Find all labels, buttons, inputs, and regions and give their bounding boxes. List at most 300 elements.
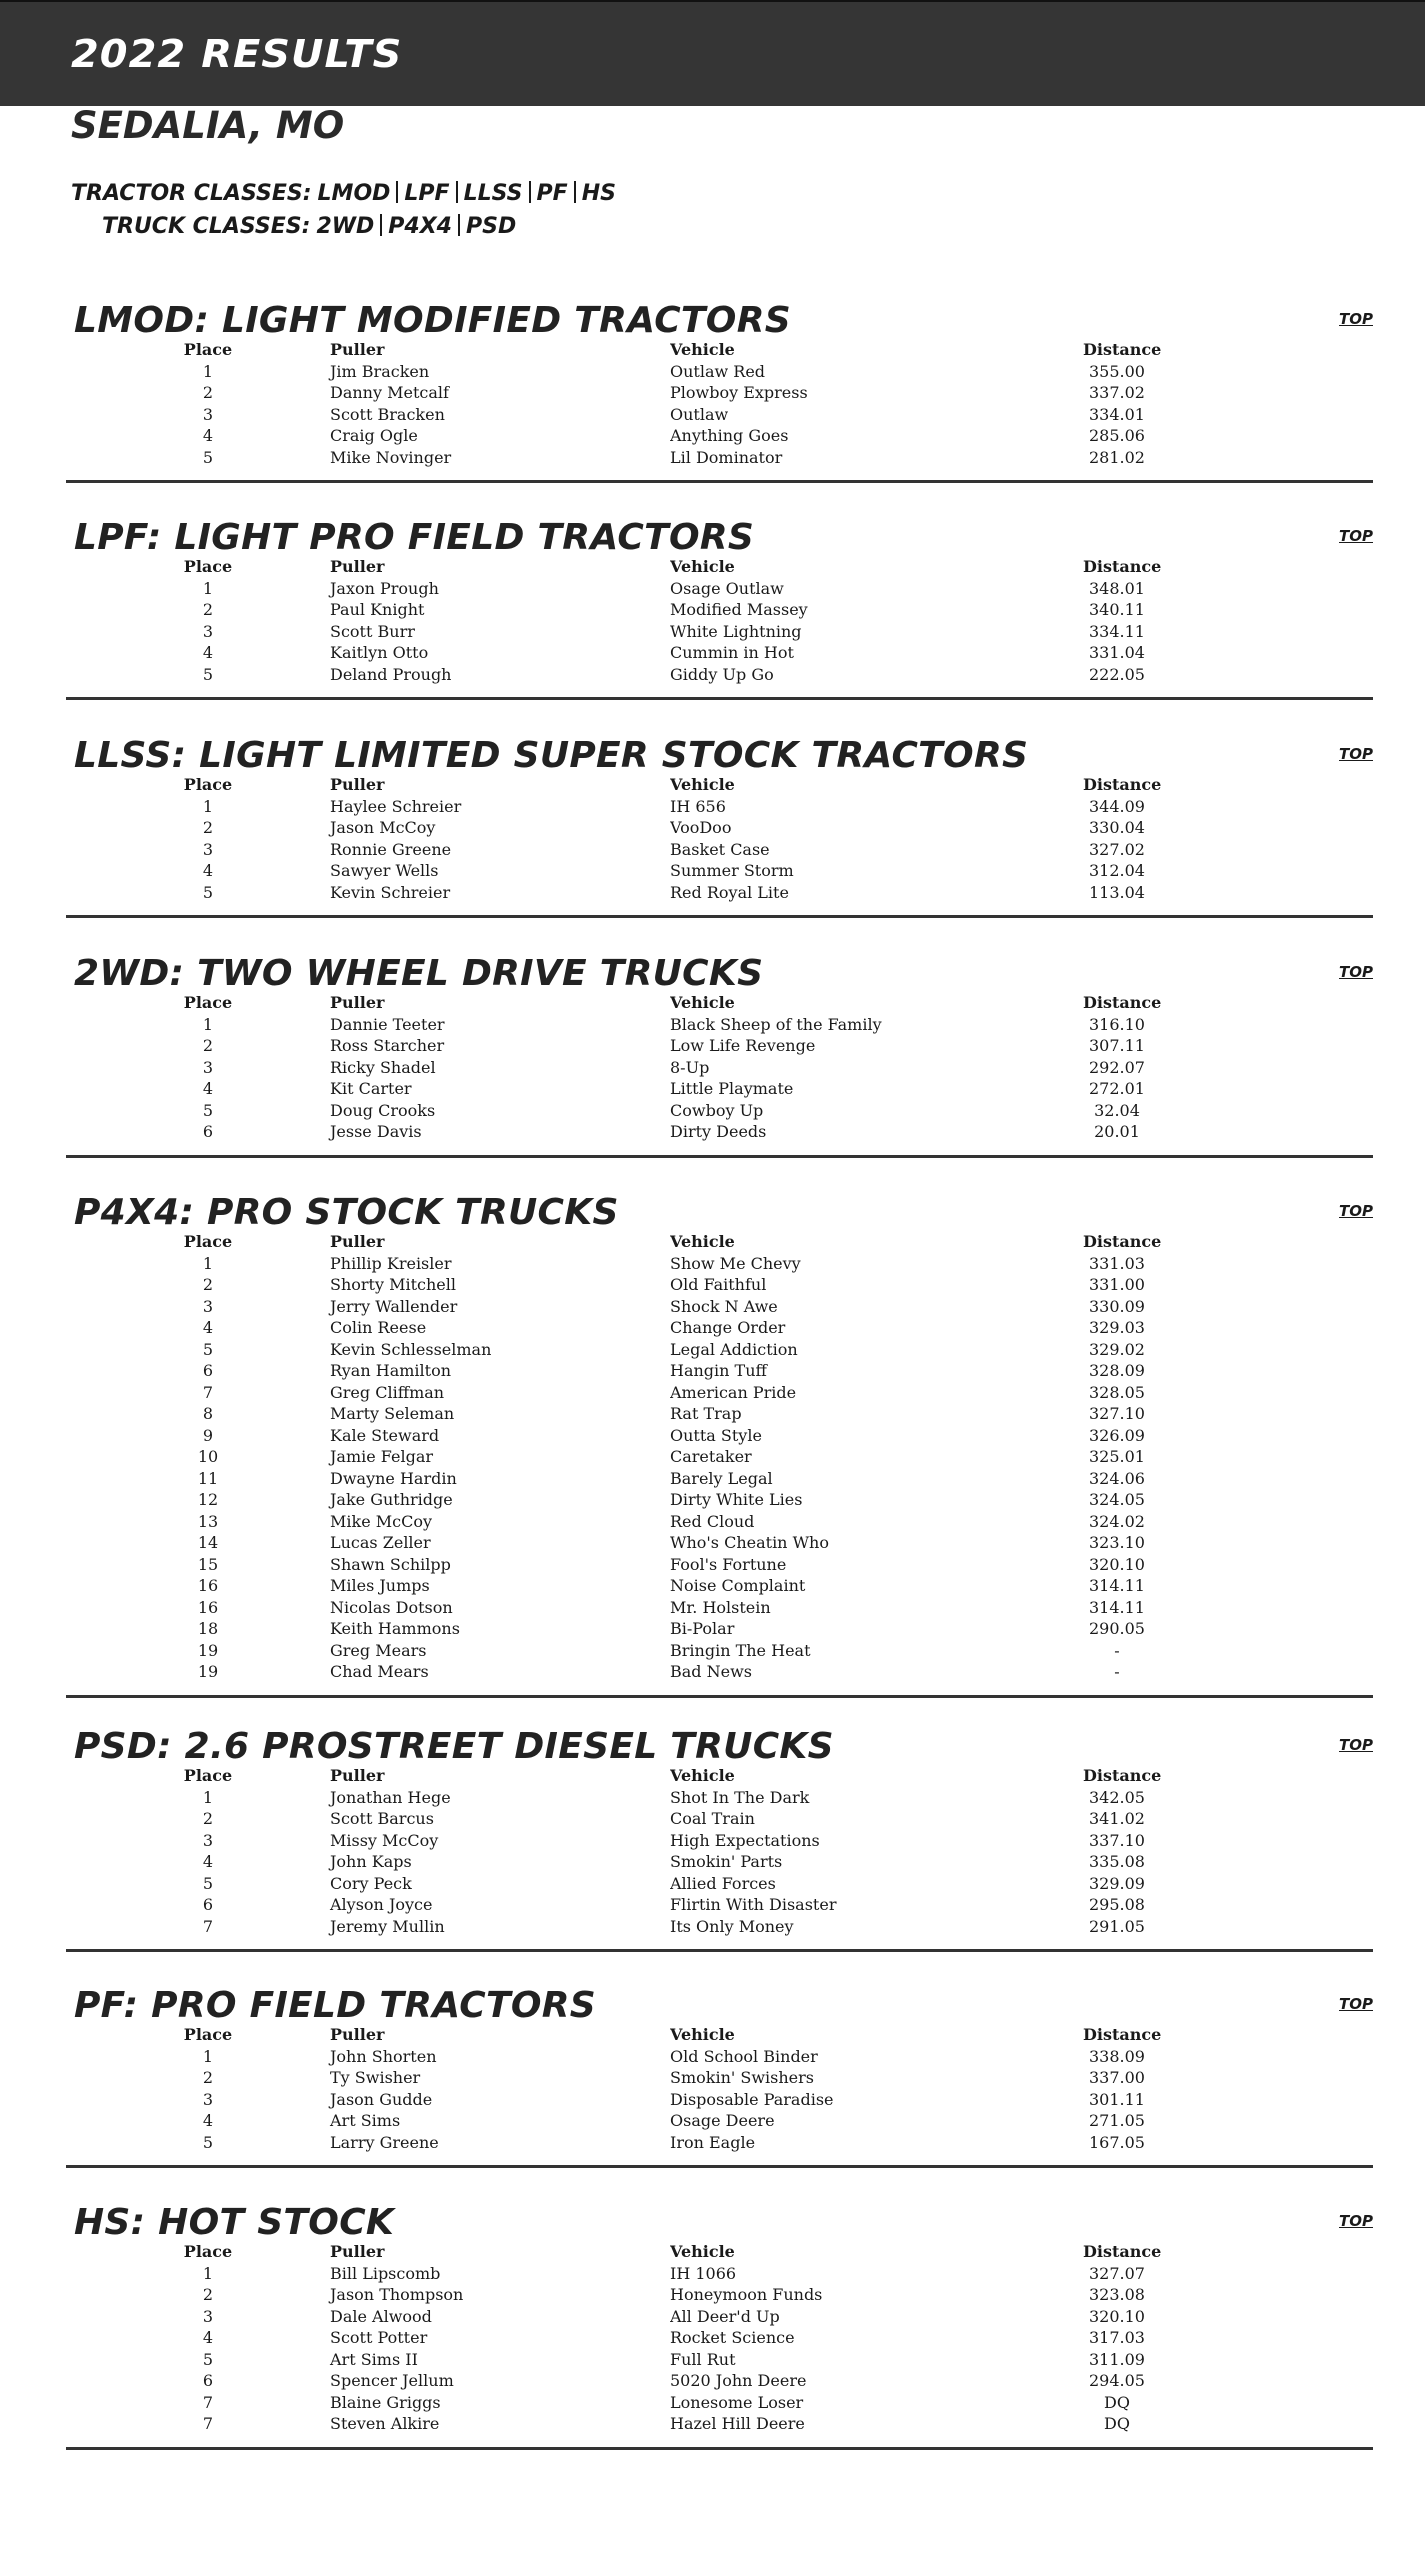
distance-value: 301.11 xyxy=(1089,2089,1145,2109)
place-cell: 12 xyxy=(197,1490,219,1509)
column-header-distance xyxy=(1083,992,1373,1014)
puller-cell: Alyson Joyce xyxy=(330,1895,433,1914)
vehicle-cell: American Pride xyxy=(670,1382,797,1402)
place-cell: 2 xyxy=(202,2068,214,2087)
truck-classes-label: TRUCK CLASSES: xyxy=(102,214,311,239)
table-row xyxy=(66,1446,1373,1468)
vehicle-cell: Plowboy Express xyxy=(670,383,808,402)
puller-cell: Craig Ogle xyxy=(330,426,418,445)
section-title: LPF: LIGHT PRO FIELD TRACTORS xyxy=(74,517,755,558)
vehicle-cell: Bi-Polar xyxy=(670,1619,735,1638)
place-cell: 4 xyxy=(202,643,214,662)
puller-cell: Dannie Teeter xyxy=(330,1014,445,1034)
distance-cell xyxy=(1083,642,1373,664)
place-cell: 7 xyxy=(202,1916,214,1936)
place-cell: 10 xyxy=(197,1447,219,1466)
distance-cell xyxy=(1083,796,1373,818)
vehicle-cell: Caretaker xyxy=(670,1447,752,1466)
place-cell: 7 xyxy=(202,2414,214,2433)
puller-cell: Dwayne Hardin xyxy=(330,1468,457,1488)
distance-value: 323.10 xyxy=(1089,1533,1145,1552)
place-cell: 4 xyxy=(202,2111,214,2130)
place-cell: 8 xyxy=(202,1404,214,1423)
distance-cell xyxy=(1083,1382,1373,1404)
table-row xyxy=(66,1100,1373,1122)
vehicle-cell: Anything Goes xyxy=(670,426,789,445)
vehicle-cell: Who's Cheatin Who xyxy=(670,1533,829,1552)
distance-value: 344.09 xyxy=(1089,796,1145,816)
table-row xyxy=(66,1403,1373,1425)
place-cell: 3 xyxy=(202,2306,214,2326)
distance-value: 307.11 xyxy=(1089,1036,1145,1055)
table-header-row xyxy=(66,1765,1373,1787)
vehicle-cell: Dirty White Lies xyxy=(670,1490,803,1509)
section-title: 2WD: TWO WHEEL DRIVE TRUCKS xyxy=(74,953,764,994)
vehicle-cell: White Lightning xyxy=(670,621,802,641)
column-header-vehicle: Vehicle xyxy=(670,2025,735,2044)
puller-cell: Mike McCoy xyxy=(330,1511,433,1531)
section-divider xyxy=(66,697,1373,700)
table-row xyxy=(66,2306,1373,2328)
puller-cell: Shorty Mitchell xyxy=(330,1275,456,1294)
column-header-label: Distance xyxy=(1083,775,1162,794)
place-cell: 5 xyxy=(202,2349,214,2369)
vehicle-cell: Lonesome Loser xyxy=(670,2392,804,2412)
puller-cell: Ross Starcher xyxy=(330,1036,445,1055)
distance-value: 328.05 xyxy=(1089,1382,1145,1402)
place-cell: 4 xyxy=(202,1079,214,1098)
place-cell: 3 xyxy=(202,2089,214,2109)
vehicle-cell: Summer Storm xyxy=(670,861,794,880)
distance-value: 326.09 xyxy=(1089,1425,1145,1445)
vehicle-cell: Allied Forces xyxy=(670,1873,776,1893)
table-row xyxy=(66,1597,1373,1619)
page-title: 2022 RESULTS xyxy=(71,32,403,76)
section-divider xyxy=(66,1949,1373,1952)
distance-cell xyxy=(1083,1787,1373,1809)
distance-value: - xyxy=(1114,1640,1120,1660)
column-header-label: Distance xyxy=(1083,993,1162,1012)
distance-value: 341.02 xyxy=(1089,1809,1145,1828)
vehicle-cell: Disposable Paradise xyxy=(670,2089,834,2109)
column-header-place: Place xyxy=(183,1232,233,1251)
vehicle-cell: Basket Case xyxy=(670,839,770,859)
section-divider xyxy=(66,2447,1373,2450)
column-header-place: Place xyxy=(183,557,233,576)
distance-cell xyxy=(1083,2046,1373,2068)
column-header-puller: Puller xyxy=(330,340,385,359)
distance-value: 320.10 xyxy=(1089,2306,1145,2326)
vehicle-cell: Osage Outlaw xyxy=(670,578,784,598)
puller-cell: Keith Hammons xyxy=(330,1619,460,1638)
distance-value: 314.11 xyxy=(1089,1597,1145,1617)
table-row xyxy=(66,1274,1373,1296)
table-header-row xyxy=(66,339,1373,361)
place-cell: 6 xyxy=(202,2371,214,2390)
distance-value: 328.09 xyxy=(1089,1361,1145,1380)
vehicle-cell: IH 656 xyxy=(670,796,726,816)
place-cell: 19 xyxy=(197,1662,219,1681)
class-link-p4x4[interactable]: P4X4 xyxy=(388,214,452,239)
table-row xyxy=(66,1575,1373,1597)
column-header-label: Distance xyxy=(1083,340,1162,359)
results-table xyxy=(66,2241,1373,2435)
place-cell: 3 xyxy=(202,1057,214,1077)
puller-cell: Cory Peck xyxy=(330,1873,412,1893)
distance-cell xyxy=(1083,1253,1373,1275)
place-cell: 4 xyxy=(202,861,214,880)
column-header-puller: Puller xyxy=(330,557,385,576)
results-table xyxy=(66,2024,1373,2153)
table-row xyxy=(66,1296,1373,1318)
distance-value: 331.04 xyxy=(1089,643,1145,662)
place-cell: 5 xyxy=(202,1100,214,1120)
distance-cell xyxy=(1083,404,1373,426)
puller-cell: Jeremy Mullin xyxy=(330,1916,445,1936)
distance-value: DQ xyxy=(1104,2414,1130,2433)
vehicle-cell: Giddy Up Go xyxy=(670,664,774,684)
distance-value: - xyxy=(1114,1662,1120,1681)
puller-cell: Scott Burr xyxy=(330,621,415,641)
vehicle-cell: Old Faithful xyxy=(670,1275,767,1294)
distance-cell xyxy=(1083,1511,1373,1533)
distance-value: 311.09 xyxy=(1089,2349,1145,2369)
section-title: PSD: 2.6 PROSTREET DIESEL TRUCKS xyxy=(74,1726,834,1767)
puller-cell: Kit Carter xyxy=(330,1079,412,1098)
distance-cell xyxy=(1083,817,1373,839)
event-location: SEDALIA, MO xyxy=(71,104,345,147)
distance-value: 327.02 xyxy=(1089,839,1145,859)
back-to-top-link[interactable]: TOP xyxy=(1339,1995,1373,2013)
vehicle-cell: Dirty Deeds xyxy=(670,1122,767,1141)
puller-cell: Scott Bracken xyxy=(330,404,445,424)
place-cell: 2 xyxy=(202,2285,214,2304)
table-row xyxy=(66,1057,1373,1079)
puller-cell: Jason Gudde xyxy=(330,2089,433,2109)
distance-cell xyxy=(1083,860,1373,882)
puller-cell: Colin Reese xyxy=(330,1318,427,1337)
column-header-puller: Puller xyxy=(330,2242,385,2261)
distance-cell xyxy=(1083,2067,1373,2089)
table-header-row xyxy=(66,2241,1373,2263)
puller-cell: Jonathan Hege xyxy=(330,1787,451,1807)
puller-cell: Ty Swisher xyxy=(330,2068,421,2087)
distance-value: 291.05 xyxy=(1089,1916,1145,1936)
separator xyxy=(529,181,531,203)
column-header-label: Distance xyxy=(1083,1766,1162,1785)
place-cell: 14 xyxy=(197,1533,219,1552)
place-cell: 3 xyxy=(202,839,214,859)
column-header-puller: Puller xyxy=(330,2025,385,2044)
puller-cell: Missy McCoy xyxy=(330,1830,439,1850)
back-to-top-link[interactable]: TOP xyxy=(1339,527,1373,545)
table-row xyxy=(66,1014,1373,1036)
vehicle-cell: Honeymoon Funds xyxy=(670,2285,823,2304)
distance-value: 281.02 xyxy=(1089,447,1145,467)
table-row xyxy=(66,2349,1373,2371)
distance-value: 342.05 xyxy=(1089,1787,1145,1807)
distance-value: 113.04 xyxy=(1089,882,1145,902)
back-to-top-link[interactable]: TOP xyxy=(1339,745,1373,763)
class-link-psd[interactable]: PSD xyxy=(465,214,517,239)
puller-cell: Greg Mears xyxy=(330,1640,427,1660)
back-to-top-link[interactable]: TOP xyxy=(1339,963,1373,981)
table-row xyxy=(66,1035,1373,1057)
class-link-pf[interactable]: PF xyxy=(536,181,568,206)
table-row xyxy=(66,817,1373,839)
table-row xyxy=(66,1121,1373,1143)
table-row xyxy=(66,1511,1373,1533)
distance-value: 330.04 xyxy=(1089,818,1145,837)
distance-cell xyxy=(1083,1873,1373,1895)
section-divider xyxy=(66,915,1373,918)
puller-cell: Lucas Zeller xyxy=(330,1533,431,1552)
place-cell: 3 xyxy=(202,1296,214,1316)
table-row xyxy=(66,1317,1373,1339)
back-to-top-link[interactable]: TOP xyxy=(1339,2212,1373,2230)
distance-cell xyxy=(1083,2089,1373,2111)
distance-value: 317.03 xyxy=(1089,2328,1145,2347)
separator xyxy=(574,181,576,203)
distance-value: 325.01 xyxy=(1089,1447,1145,1466)
puller-cell: Kaitlyn Otto xyxy=(330,643,429,662)
place-cell: 5 xyxy=(202,447,214,467)
place-cell: 9 xyxy=(202,1425,214,1445)
class-link-lpf[interactable]: LPF xyxy=(404,181,450,206)
section-title: LLSS: LIGHT LIMITED SUPER STOCK TRACTORS xyxy=(74,735,1029,776)
distance-cell xyxy=(1083,1554,1373,1576)
section-title: LMOD: LIGHT MODIFIED TRACTORS xyxy=(74,300,791,341)
puller-cell: Marty Seleman xyxy=(330,1404,455,1423)
puller-cell: Kevin Schlesselman xyxy=(330,1339,492,1359)
distance-cell xyxy=(1083,2306,1373,2328)
column-header-vehicle: Vehicle xyxy=(670,775,735,794)
distance-cell xyxy=(1083,664,1373,686)
section-divider xyxy=(66,2165,1373,2168)
place-cell: 6 xyxy=(202,1361,214,1380)
distance-cell xyxy=(1083,2392,1373,2414)
distance-value: 329.03 xyxy=(1089,1318,1145,1337)
distance-cell xyxy=(1083,2327,1373,2349)
table-row xyxy=(66,2110,1373,2132)
distance-value: 324.06 xyxy=(1089,1468,1145,1488)
table-row xyxy=(66,1894,1373,1916)
table-row xyxy=(66,1382,1373,1404)
distance-cell xyxy=(1083,1274,1373,1296)
vehicle-cell: Cummin in Hot xyxy=(670,643,794,662)
puller-cell: Jason McCoy xyxy=(330,818,436,837)
table-row xyxy=(66,1078,1373,1100)
column-header-vehicle: Vehicle xyxy=(670,1766,735,1785)
puller-cell: Mike Novinger xyxy=(330,447,452,467)
place-cell: 1 xyxy=(202,2263,214,2283)
table-row xyxy=(66,447,1373,469)
column-header-place: Place xyxy=(183,1766,233,1785)
column-header-distance xyxy=(1083,1231,1373,1253)
vehicle-cell: Shock N Awe xyxy=(670,1296,778,1316)
distance-value: 222.05 xyxy=(1089,664,1145,684)
table-row xyxy=(66,1808,1373,1830)
vehicle-cell: Noise Complaint xyxy=(670,1576,806,1595)
puller-cell: Jesse Davis xyxy=(330,1122,422,1141)
distance-value: 331.03 xyxy=(1089,1253,1145,1273)
place-cell: 19 xyxy=(197,1640,219,1660)
place-cell: 2 xyxy=(202,600,214,619)
distance-cell xyxy=(1083,1339,1373,1361)
distance-value: 337.02 xyxy=(1089,383,1145,402)
column-header-place: Place xyxy=(183,340,233,359)
vehicle-cell: Mr. Holstein xyxy=(670,1597,771,1617)
puller-cell: Ricky Shadel xyxy=(330,1057,436,1077)
distance-cell xyxy=(1083,425,1373,447)
column-header-vehicle: Vehicle xyxy=(670,557,735,576)
back-to-top-link[interactable]: TOP xyxy=(1339,1202,1373,1220)
table-row xyxy=(66,1425,1373,1447)
vehicle-cell: Bringin The Heat xyxy=(670,1640,811,1660)
distance-value: 340.11 xyxy=(1089,600,1145,619)
puller-cell: Greg Cliffman xyxy=(330,1382,445,1402)
distance-value: 312.04 xyxy=(1089,861,1145,880)
section-title: HS: HOT STOCK xyxy=(74,2202,395,2243)
place-cell: 5 xyxy=(202,882,214,902)
distance-value: 294.05 xyxy=(1089,2371,1145,2390)
distance-value: DQ xyxy=(1104,2392,1130,2412)
table-row xyxy=(66,1489,1373,1511)
distance-cell xyxy=(1083,361,1373,383)
vehicle-cell: 5020 John Deere xyxy=(670,2371,807,2390)
class-link-2wd[interactable]: 2WD xyxy=(316,214,375,239)
back-to-top-link[interactable]: TOP xyxy=(1339,1736,1373,1754)
distance-cell xyxy=(1083,447,1373,469)
results-table xyxy=(66,339,1373,468)
distance-value: 20.01 xyxy=(1094,1122,1140,1141)
place-cell: 16 xyxy=(197,1597,219,1617)
table-row xyxy=(66,404,1373,426)
table-row xyxy=(66,361,1373,383)
vehicle-cell: Iron Eagle xyxy=(670,2132,756,2152)
table-row xyxy=(66,642,1373,664)
puller-cell: Bill Lipscomb xyxy=(330,2263,441,2283)
vehicle-cell: Coal Train xyxy=(670,1809,755,1828)
puller-cell: Haylee Schreier xyxy=(330,796,462,816)
puller-cell: Danny Metcalf xyxy=(330,383,449,402)
puller-cell: Jerry Wallender xyxy=(330,1296,458,1316)
puller-cell: Art Sims xyxy=(330,2111,401,2130)
distance-cell xyxy=(1083,1035,1373,1057)
place-cell: 6 xyxy=(202,1122,214,1141)
column-header-distance xyxy=(1083,2241,1373,2263)
distance-cell xyxy=(1083,2370,1373,2392)
place-cell: 3 xyxy=(202,621,214,641)
place-cell: 1 xyxy=(202,578,214,598)
puller-cell: Jim Bracken xyxy=(330,361,430,381)
place-cell: 2 xyxy=(202,1275,214,1294)
place-cell: 5 xyxy=(202,2132,214,2152)
distance-value: 329.09 xyxy=(1089,1873,1145,1893)
table-row xyxy=(66,1873,1373,1895)
header-bar xyxy=(0,0,1425,106)
class-link-hs[interactable]: HS xyxy=(581,181,616,206)
puller-cell: Spencer Jellum xyxy=(330,2371,454,2390)
vehicle-cell: Flirtin With Disaster xyxy=(670,1895,837,1914)
column-header-place: Place xyxy=(183,2242,233,2261)
distance-cell xyxy=(1083,1100,1373,1122)
distance-cell xyxy=(1083,1916,1373,1938)
results-table xyxy=(66,1231,1373,1683)
distance-cell xyxy=(1083,882,1373,904)
column-header-label: Distance xyxy=(1083,2025,1162,2044)
puller-cell: Paul Knight xyxy=(330,600,425,619)
vehicle-cell: Its Only Money xyxy=(670,1916,794,1936)
vehicle-cell: Change Order xyxy=(670,1318,786,1337)
puller-cell: Steven Alkire xyxy=(330,2414,440,2433)
place-cell: 1 xyxy=(202,796,214,816)
place-cell: 13 xyxy=(197,1511,219,1531)
table-row xyxy=(66,1468,1373,1490)
tractor-classes-nav xyxy=(71,181,616,206)
distance-cell xyxy=(1083,1532,1373,1554)
column-header-vehicle: Vehicle xyxy=(670,2242,735,2261)
column-header-vehicle: Vehicle xyxy=(670,993,735,1012)
place-cell: 2 xyxy=(202,383,214,402)
back-to-top-link[interactable]: TOP xyxy=(1339,310,1373,328)
vehicle-cell: All Deer'd Up xyxy=(670,2306,780,2326)
table-row xyxy=(66,2067,1373,2089)
truck-classes-nav xyxy=(102,214,516,239)
section-divider xyxy=(66,1695,1373,1698)
vehicle-cell: Osage Deere xyxy=(670,2111,775,2130)
class-link-lmod[interactable]: LMOD xyxy=(317,181,391,206)
place-cell: 2 xyxy=(202,818,214,837)
puller-cell: Larry Greene xyxy=(330,2132,439,2152)
puller-cell: Shawn Schilpp xyxy=(330,1554,451,1574)
table-row xyxy=(66,1618,1373,1640)
table-row xyxy=(66,664,1373,686)
distance-value: 335.08 xyxy=(1089,1852,1145,1871)
vehicle-cell: Red Royal Lite xyxy=(670,882,789,902)
puller-cell: Jason Thompson xyxy=(330,2285,464,2304)
table-row xyxy=(66,1640,1373,1662)
distance-value: 285.06 xyxy=(1089,426,1145,445)
puller-cell: John Kaps xyxy=(330,1852,412,1871)
distance-cell xyxy=(1083,2263,1373,2285)
puller-cell: Nicolas Dotson xyxy=(330,1597,453,1617)
column-header-puller: Puller xyxy=(330,1766,385,1785)
puller-cell: Blaine Griggs xyxy=(330,2392,441,2412)
table-header-row xyxy=(66,992,1373,1014)
table-row xyxy=(66,2413,1373,2435)
vehicle-cell: High Expectations xyxy=(670,1830,820,1850)
class-link-llss[interactable]: LLSS xyxy=(463,181,523,206)
column-header-place: Place xyxy=(183,993,233,1012)
distance-value: 290.05 xyxy=(1089,1619,1145,1638)
table-row xyxy=(66,860,1373,882)
table-row xyxy=(66,882,1373,904)
puller-cell: John Shorten xyxy=(330,2046,437,2066)
table-row xyxy=(66,2046,1373,2068)
distance-cell xyxy=(1083,1597,1373,1619)
place-cell: 7 xyxy=(202,2392,214,2412)
vehicle-cell: Full Rut xyxy=(670,2349,736,2369)
separator xyxy=(380,214,382,236)
distance-cell xyxy=(1083,839,1373,861)
vehicle-cell: Bad News xyxy=(670,1662,752,1681)
distance-value: 323.08 xyxy=(1089,2285,1145,2304)
table-row xyxy=(66,2327,1373,2349)
puller-cell: Kevin Schreier xyxy=(330,882,451,902)
table-row xyxy=(66,1916,1373,1938)
distance-value: 337.00 xyxy=(1089,2068,1145,2087)
